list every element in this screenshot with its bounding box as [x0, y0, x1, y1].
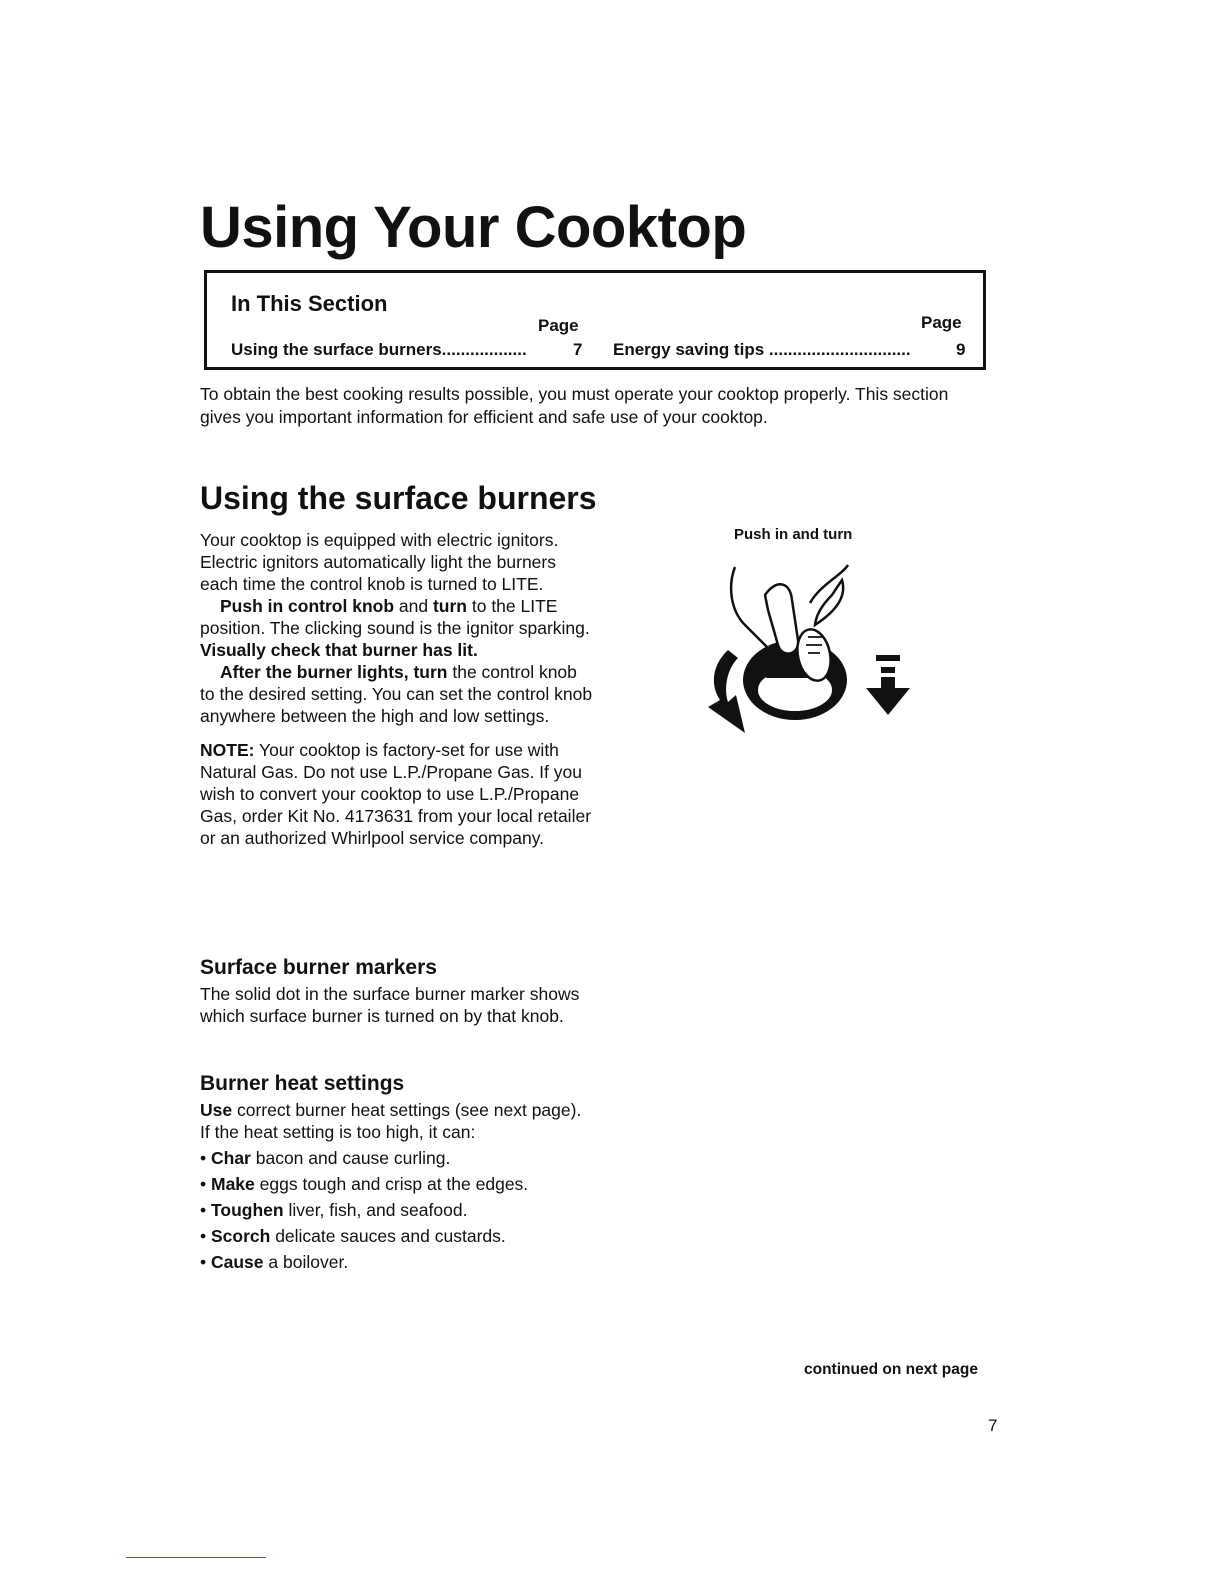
bold-text: Cause	[211, 1252, 264, 1272]
bold-text: Make	[211, 1174, 255, 1194]
note-label: NOTE:	[200, 740, 255, 760]
list-item: • Toughen liver, fish, and seafood.	[200, 1200, 468, 1220]
push-down-arrow-icon	[866, 655, 910, 715]
toc-entry-leader: ..............................	[768, 340, 911, 359]
bottom-divider	[126, 1557, 266, 1558]
continued-note: continued on next page	[804, 1361, 978, 1378]
heat-section	[200, 1073, 595, 1275]
toc-entry-energy-tips[interactable]	[613, 340, 911, 360]
toc-entry-page: 9	[956, 340, 966, 359]
figure-caption: Push in and turn	[734, 526, 853, 543]
text: eggs tough and crisp at the edges.	[254, 1174, 529, 1194]
bold-text: Toughen	[211, 1200, 284, 1220]
toc-entry-surface-burners[interactable]	[231, 340, 527, 360]
ignitor-paragraph: Your cooktop is equipped with electric ignitors. Electric ignitors automatically light the burners each time the control knob is turned to LITE.	[200, 530, 559, 594]
markers-section	[200, 957, 595, 1027]
text: liver, fish, and seafood.	[283, 1200, 468, 1220]
text: delicate sauces and custards.	[270, 1226, 506, 1246]
bold-text: Visually check that burner has lit.	[200, 640, 478, 660]
toc-entry-label: Using the surface burners	[231, 340, 442, 359]
note-text: Your cooktop is factory-set for use with Natural Gas. Do not use L.P./Propane Gas. If you wish to convert your cooktop to use L.P./Propane Gas, order Kit No. 4173631 from your local retailer or an authorized Whirlpool service company.	[200, 740, 592, 848]
toc-page-header-right: Page	[921, 313, 962, 332]
bold-text: Push in control knob	[220, 596, 395, 616]
toc-page-header-left: Page	[538, 316, 579, 335]
section-heading-heat-settings: Burner heat settings	[200, 1072, 405, 1095]
bold-text: Scorch	[211, 1226, 271, 1246]
text: the control knob to the desired setting. You can set the control knob anywhere between the high and low settings.	[200, 662, 593, 726]
bold-text: Use	[200, 1100, 233, 1120]
list-item: • Scorch delicate sauces and custards.	[200, 1226, 506, 1246]
text: bacon and cause curling.	[250, 1148, 451, 1168]
text: a boilover.	[263, 1252, 349, 1272]
knob-push-turn-illustration	[670, 555, 930, 735]
note-paragraph	[200, 739, 595, 849]
bold-text: After the burner lights, turn	[220, 662, 448, 682]
intro-paragraph: To obtain the best cooking results possible, you must operate your cooktop properly. This section gives you important information for efficient and safe use of your cooktop.	[200, 384, 949, 427]
text: to the LITE position. The clicking sound is the ignitor sparking.	[200, 596, 590, 638]
after-lights-paragraph	[200, 661, 595, 727]
list-item: • Cause a boilover.	[200, 1252, 349, 1272]
heat-intro	[200, 1099, 595, 1143]
toc-entry-label: Energy saving tips	[613, 340, 765, 359]
toc-entry-page: 7	[573, 340, 583, 359]
toc-heading: In This Section	[231, 291, 388, 316]
list-item: • Char bacon and cause curling.	[200, 1148, 451, 1168]
section-heading-markers: Surface burner markers	[200, 956, 437, 979]
text: and	[394, 596, 433, 616]
text: correct burner heat settings (see next page). If the heat setting is too high, it can:	[200, 1100, 582, 1142]
heat-bullet-list	[200, 1145, 595, 1275]
page-title: Using Your Cooktop	[200, 195, 747, 260]
bold-text: Char	[211, 1148, 251, 1168]
list-item: • Make eggs tough and crisp at the edges.	[200, 1174, 529, 1194]
section-heading-surface-burners: Using the surface burners	[200, 480, 597, 516]
surface-burners-body	[200, 529, 595, 849]
page-number: 7	[988, 1416, 998, 1435]
toc-entry-leader: ..................	[441, 340, 527, 359]
markers-paragraph: The solid dot in the surface burner marker shows which surface burner is turned on by that knob.	[200, 984, 580, 1026]
turn-arrow-icon	[708, 650, 745, 733]
bold-text: turn	[432, 596, 467, 616]
in-this-section-box	[204, 270, 986, 370]
push-turn-paragraph	[200, 595, 595, 661]
